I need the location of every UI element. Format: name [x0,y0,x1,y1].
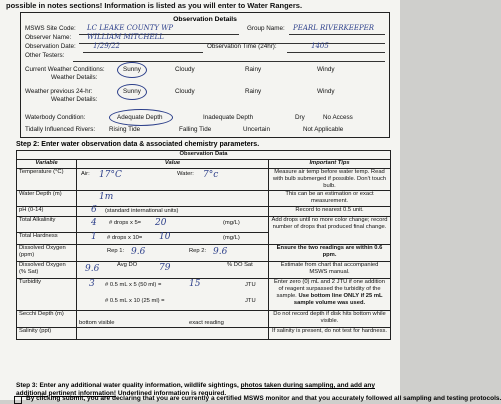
waterbody-dry[interactable]: Dry [295,114,305,121]
header-note: possible in notes sections! Information is listed as you will enter to Water Rangers. [6,1,303,10]
do-sat-tip: Estimate from chart that accompanied MSWS manual. [269,261,391,278]
alkalinity-tip: Add drops until no more color change; record number of drops that produced final change. [269,216,391,244]
alkalinity-value[interactable]: 4 [91,217,97,228]
turbidity-line1-label: # 0.5 mL x 5 (50 ml) = [105,281,162,288]
hardness-label: Total Hardness [17,232,77,244]
do-sat-cell[interactable] [77,261,269,278]
observation-time-line [287,52,385,53]
other-testers-label: Other Testers: [25,52,65,59]
rep1-value[interactable]: 9.6 [131,246,146,257]
prev-weather-label: Weather previous 24-hr: [25,88,93,95]
tidal-uncertain[interactable]: Uncertain [243,126,270,133]
turbidity-cell[interactable] [77,278,269,310]
turbidity-line1-value[interactable]: 15 [189,278,201,289]
table-row [17,190,391,206]
do-ppm-label: Dissolved Oxygen (ppm) [17,244,77,261]
ph-cell[interactable] [77,206,269,216]
rep1-label: Rep 1: [107,247,125,254]
group-name-label: Group Name: [247,25,285,32]
table-row [17,261,391,278]
do-sat-value[interactable]: 9.6 [85,263,100,274]
submit-declaration: By clicking submit, you are declaring that you are currently a certified MSWS monitor and that you accurately followed all sampling and testing protocols. [26,395,501,402]
site-code-label: MSWS Site Code: [25,25,76,32]
current-weather-label: Current Weather Conditions: [25,66,105,73]
current-weather-windy[interactable]: Windy [317,66,335,73]
turbidity-tip-2: Use bottom line ONLY if 25 mL sample volume was used. [293,292,383,306]
alkalinity-label: Total Alkalinity [17,216,77,232]
turbidity-line2-label: # 0.5 mL x 10 (25 ml) = [105,297,165,304]
do-sat-unit: % DO Sat [227,261,253,268]
turbidity-label: Turbidity [17,278,77,310]
hardness-value[interactable]: 1 [91,231,97,242]
table-row [17,310,391,327]
air-label: Air: [81,171,90,177]
salinity-tip: If salinity is present, do not test for hardness. [269,327,391,339]
waterbody-inadequate-depth[interactable]: Inadequate Depth [203,114,254,121]
certify-checkbox[interactable] [14,396,22,404]
waterbody-no-access[interactable]: No Access [323,114,353,121]
header-value: Value [77,160,269,169]
tidal-not-applicable[interactable]: Not Applicable [303,126,344,133]
table-title: Observation Data [17,151,391,160]
header-variable: Variable [17,160,77,169]
secchi-label: Secchi Depth (m) [17,310,77,327]
hardness-drops-label: # drops x 10= [107,234,143,241]
salinity-label: Salinity (ppt) [17,327,77,339]
waterbody-selected-circle [109,109,173,126]
observation-details-title: Observation Details [173,16,237,23]
observer-name-value[interactable]: WILLIAM MITCHELL [87,33,164,41]
turbidity-line2-unit: JTU [245,297,256,304]
do-ppm-tip: Ensure the two readings are within 0.6 ppm. [269,244,391,261]
tidal-rising-tide[interactable]: Rising Tide [109,126,141,133]
table-row [17,206,391,216]
current-weather-sunny[interactable]: Sunny [123,66,141,73]
secchi-cell[interactable] [77,310,269,327]
secchi-exact-reading[interactable]: exact reading [189,319,224,326]
do-ppm-cell[interactable] [77,244,269,261]
step2-heading: Step 2: Enter water observation data & associated chemistry parameters. [16,141,260,148]
current-weather-rainy[interactable]: Rainy [245,66,262,73]
prev-weather-selected-circle [117,84,147,100]
turbidity-value[interactable]: 3 [89,278,95,289]
water-depth-value[interactable]: 1m [99,191,114,202]
prev-weather-sunny[interactable]: Sunny [123,88,141,95]
observer-name-label: Observer Name: [25,34,72,41]
hardness-cell[interactable] [77,232,269,244]
tidal-label: Tidally Influenced Rivers: [25,126,96,133]
observation-date-label: Observation Date: [25,43,76,50]
water-depth-tip: This can be an estimation or exact measurement. [269,190,391,206]
table-row [17,244,391,261]
observation-details-box [20,12,390,138]
observation-data-table [16,150,391,340]
alkalinity-unit: (mg/L) [223,219,240,226]
table-row [17,216,391,232]
alkalinity-drops-label: # drops x 5= [109,219,142,226]
tidal-falling-tide[interactable]: Falling Tide [179,126,212,133]
current-weather-cloudy[interactable]: Cloudy [175,66,195,73]
step3-heading-suffix: Underlined information is required. [116,389,227,397]
site-code-value[interactable]: LC LEAKE COUNTY WP [87,24,174,32]
prev-weather-rainy[interactable]: Rainy [245,88,262,95]
do-sat-label: Dissolved Oxygen (% Sat) [17,261,77,278]
table-row [17,169,391,191]
rep2-value[interactable]: 9.6 [213,246,228,257]
turbidity-tip [269,278,391,310]
avg-do-value[interactable]: 79 [159,262,171,273]
water-label: Water: [177,171,194,177]
observation-time-value[interactable]: 1405 [311,42,329,50]
temperature-label: Temperature (°C) [17,169,77,191]
avg-do-label: Avg DO [117,261,138,268]
ph-unit: (standard international units) [105,207,179,214]
table-row [17,278,391,310]
air-value[interactable]: 17°C [99,170,122,180]
hardness-drops-value[interactable]: 10 [159,231,171,242]
hardness-unit: (mg/L) [223,234,240,241]
turbidity-line1-unit: JTU [245,281,256,288]
table-row [17,327,391,339]
temperature-cell[interactable] [77,169,269,191]
observation-date-value[interactable]: 1/29/22 [93,42,120,50]
step3-heading-underlined: photos taken during sampling, and add any additional pertinent information! [16,382,375,397]
header-tips: Important Tips [269,160,391,169]
turbidity-tip-1: Enter zero (0) mL and 2 JTU if one addition of reagent surpassed the turbidity of the sample. [274,278,385,299]
alkalinity-drops-value[interactable]: 20 [155,217,167,228]
step3-heading-prefix: Step 3: Enter any additional water quality information, wildlife sightings, [16,382,241,389]
group-name-line [289,34,385,35]
waterbody-adequate-depth[interactable]: Adequate Depth [117,114,163,121]
observation-time-label: Observation Time (24hr): [207,43,277,50]
ph-tip: Record to nearest 0.5 unit. [269,206,391,216]
secchi-tip: Do not record depth if disk hits bottom while visible. [269,310,391,327]
observation-date-line [83,52,203,53]
ph-label: pH (0-14) [17,206,77,216]
group-name-value[interactable]: PEARL RIVERKEEPER [293,24,375,32]
temperature-tip: Measure air temp before water temp. Read with bulb submerged if possible. Don't touch bulb. [269,169,391,191]
prev-weather-details-label: Weather Details: [51,96,98,103]
secchi-bottom-visible[interactable]: bottom visible [79,319,115,326]
ph-value[interactable]: 6 [91,204,97,215]
salinity-cell[interactable] [77,327,269,339]
alkalinity-cell[interactable] [77,216,269,232]
prev-weather-cloudy[interactable]: Cloudy [175,88,195,95]
current-weather-selected-circle [117,62,147,78]
other-testers-line [73,61,385,62]
current-weather-details-label: Weather Details: [51,74,98,81]
prev-weather-windy[interactable]: Windy [317,88,335,95]
water-value[interactable]: 7°c [203,170,219,180]
water-depth-label: Water Depth (m) [17,190,77,206]
rep2-label: Rep 2: [189,247,207,254]
waterbody-label: Waterbody Condition: [25,114,86,121]
water-depth-cell[interactable] [77,190,269,206]
